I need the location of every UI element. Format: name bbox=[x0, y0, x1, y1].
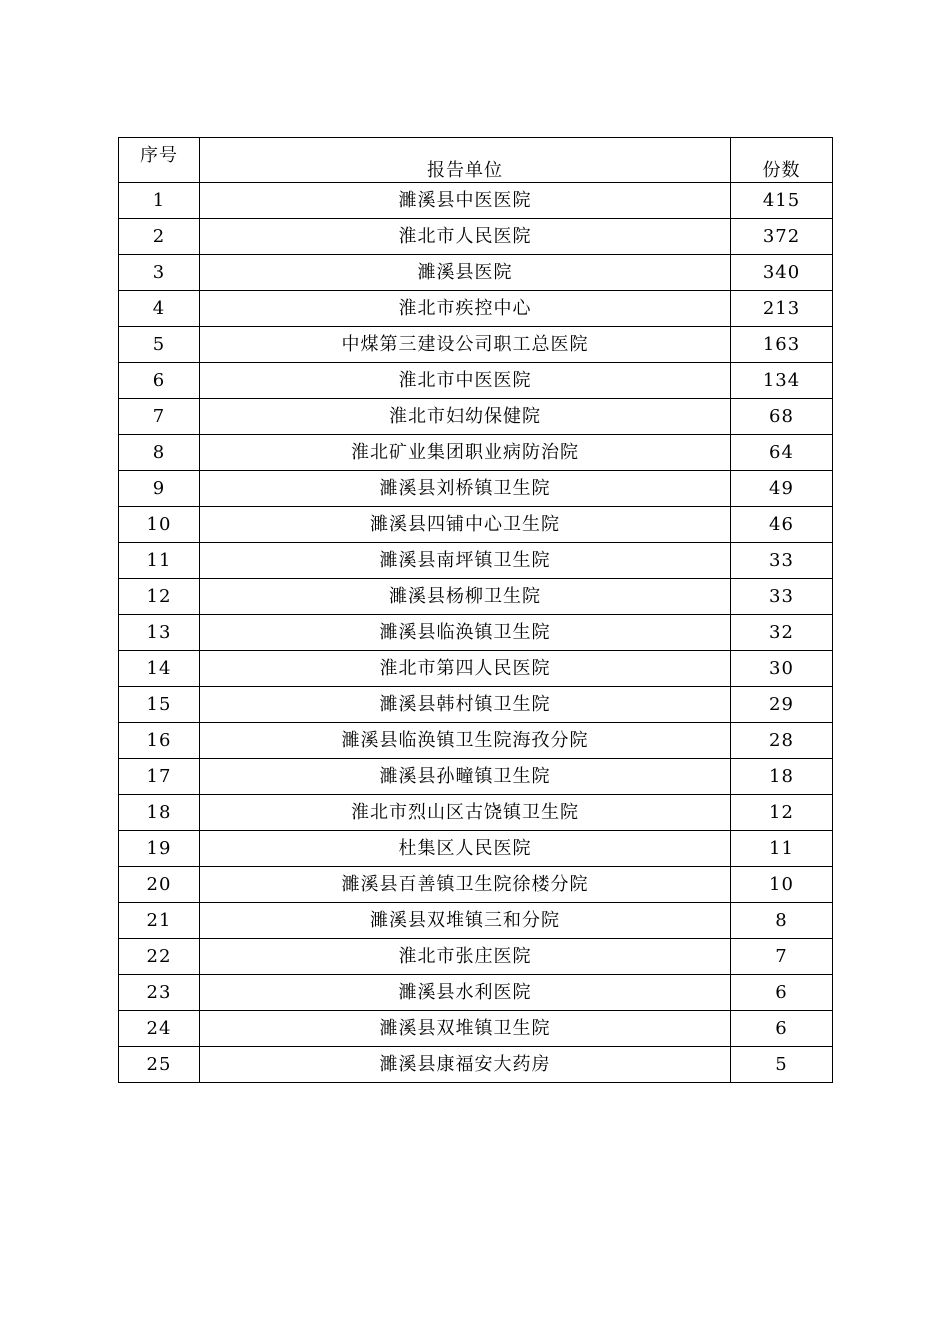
table-row bbox=[119, 399, 833, 435]
row-count-cell: 33 bbox=[731, 579, 833, 615]
table-row bbox=[119, 543, 833, 579]
table-body bbox=[119, 183, 833, 1083]
row-index-cell: 10 bbox=[119, 507, 200, 543]
table-row bbox=[119, 435, 833, 471]
row-unit-cell: 濉溪县韩村镇卫生院 bbox=[200, 687, 731, 723]
row-unit-cell: 濉溪县孙疃镇卫生院 bbox=[200, 759, 731, 795]
row-index-cell: 6 bbox=[119, 363, 200, 399]
row-index-cell: 19 bbox=[119, 831, 200, 867]
table-row bbox=[119, 831, 833, 867]
row-index-cell: 2 bbox=[119, 219, 200, 255]
row-unit-cell: 濉溪县刘桥镇卫生院 bbox=[200, 471, 731, 507]
table-row bbox=[119, 183, 833, 219]
header-unit: 报告单位 bbox=[200, 138, 731, 183]
table-row bbox=[119, 759, 833, 795]
row-count-cell: 213 bbox=[731, 291, 833, 327]
row-count-cell: 12 bbox=[731, 795, 833, 831]
row-unit-cell: 濉溪县四铺中心卫生院 bbox=[200, 507, 731, 543]
table-row bbox=[119, 471, 833, 507]
row-index-cell: 7 bbox=[119, 399, 200, 435]
row-unit-cell: 淮北市妇幼保健院 bbox=[200, 399, 731, 435]
table-row bbox=[119, 579, 833, 615]
row-count-cell: 10 bbox=[731, 867, 833, 903]
row-unit-cell: 中煤第三建设公司职工总医院 bbox=[200, 327, 731, 363]
table-row bbox=[119, 291, 833, 327]
row-index-cell: 15 bbox=[119, 687, 200, 723]
table-row bbox=[119, 507, 833, 543]
row-count-cell: 18 bbox=[731, 759, 833, 795]
row-count-cell: 49 bbox=[731, 471, 833, 507]
row-count-cell: 5 bbox=[731, 1047, 833, 1083]
table-row bbox=[119, 903, 833, 939]
row-unit-cell: 淮北矿业集团职业病防治院 bbox=[200, 435, 731, 471]
table-row bbox=[119, 867, 833, 903]
row-index-cell: 8 bbox=[119, 435, 200, 471]
row-count-cell: 46 bbox=[731, 507, 833, 543]
row-index-cell: 17 bbox=[119, 759, 200, 795]
row-unit-cell: 濉溪县南坪镇卫生院 bbox=[200, 543, 731, 579]
table-row bbox=[119, 1047, 833, 1083]
table-row bbox=[119, 939, 833, 975]
table-row bbox=[119, 363, 833, 399]
row-unit-cell: 淮北市疾控中心 bbox=[200, 291, 731, 327]
table-row bbox=[119, 219, 833, 255]
header-count: 份数 bbox=[731, 138, 833, 183]
table-row bbox=[119, 975, 833, 1011]
row-index-cell: 18 bbox=[119, 795, 200, 831]
row-unit-cell: 淮北市张庄医院 bbox=[200, 939, 731, 975]
row-count-cell: 32 bbox=[731, 615, 833, 651]
row-unit-cell: 淮北市第四人民医院 bbox=[200, 651, 731, 687]
row-index-cell: 11 bbox=[119, 543, 200, 579]
row-unit-cell: 淮北市人民医院 bbox=[200, 219, 731, 255]
row-unit-cell: 濉溪县临涣镇卫生院 bbox=[200, 615, 731, 651]
row-count-cell: 33 bbox=[731, 543, 833, 579]
row-count-cell: 30 bbox=[731, 651, 833, 687]
row-unit-cell: 濉溪县双堆镇三和分院 bbox=[200, 903, 731, 939]
row-index-cell: 16 bbox=[119, 723, 200, 759]
table-row bbox=[119, 1011, 833, 1047]
row-count-cell: 340 bbox=[731, 255, 833, 291]
row-count-cell: 7 bbox=[731, 939, 833, 975]
row-unit-cell: 杜集区人民医院 bbox=[200, 831, 731, 867]
row-unit-cell: 濉溪县杨柳卫生院 bbox=[200, 579, 731, 615]
row-count-cell: 134 bbox=[731, 363, 833, 399]
row-index-cell: 21 bbox=[119, 903, 200, 939]
row-index-cell: 5 bbox=[119, 327, 200, 363]
row-index-cell: 9 bbox=[119, 471, 200, 507]
table-header bbox=[119, 138, 833, 183]
table-row bbox=[119, 255, 833, 291]
table-row bbox=[119, 327, 833, 363]
table-row bbox=[119, 723, 833, 759]
row-count-cell: 6 bbox=[731, 975, 833, 1011]
row-unit-cell: 濉溪县中医医院 bbox=[200, 183, 731, 219]
report-table bbox=[118, 137, 833, 1083]
header-row bbox=[119, 138, 833, 183]
row-count-cell: 68 bbox=[731, 399, 833, 435]
table-row bbox=[119, 651, 833, 687]
row-index-cell: 12 bbox=[119, 579, 200, 615]
row-index-cell: 4 bbox=[119, 291, 200, 327]
row-count-cell: 28 bbox=[731, 723, 833, 759]
row-count-cell: 29 bbox=[731, 687, 833, 723]
row-unit-cell: 濉溪县临涣镇卫生院海孜分院 bbox=[200, 723, 731, 759]
row-index-cell: 3 bbox=[119, 255, 200, 291]
row-index-cell: 14 bbox=[119, 651, 200, 687]
row-count-cell: 163 bbox=[731, 327, 833, 363]
row-unit-cell: 淮北市烈山区古饶镇卫生院 bbox=[200, 795, 731, 831]
table-row bbox=[119, 795, 833, 831]
row-count-cell: 372 bbox=[731, 219, 833, 255]
row-count-cell: 6 bbox=[731, 1011, 833, 1047]
row-index-cell: 24 bbox=[119, 1011, 200, 1047]
row-index-cell: 23 bbox=[119, 975, 200, 1011]
header-index: 序号 bbox=[119, 138, 200, 183]
row-unit-cell: 濉溪县双堆镇卫生院 bbox=[200, 1011, 731, 1047]
row-unit-cell: 濉溪县康福安大药房 bbox=[200, 1047, 731, 1083]
row-index-cell: 13 bbox=[119, 615, 200, 651]
table-row bbox=[119, 687, 833, 723]
row-count-cell: 415 bbox=[731, 183, 833, 219]
row-unit-cell: 濉溪县医院 bbox=[200, 255, 731, 291]
row-index-cell: 25 bbox=[119, 1047, 200, 1083]
row-index-cell: 1 bbox=[119, 183, 200, 219]
table-row bbox=[119, 615, 833, 651]
row-count-cell: 8 bbox=[731, 903, 833, 939]
row-unit-cell: 濉溪县水利医院 bbox=[200, 975, 731, 1011]
row-count-cell: 11 bbox=[731, 831, 833, 867]
row-index-cell: 22 bbox=[119, 939, 200, 975]
row-count-cell: 64 bbox=[731, 435, 833, 471]
row-unit-cell: 濉溪县百善镇卫生院徐楼分院 bbox=[200, 867, 731, 903]
row-unit-cell: 淮北市中医医院 bbox=[200, 363, 731, 399]
row-index-cell: 20 bbox=[119, 867, 200, 903]
